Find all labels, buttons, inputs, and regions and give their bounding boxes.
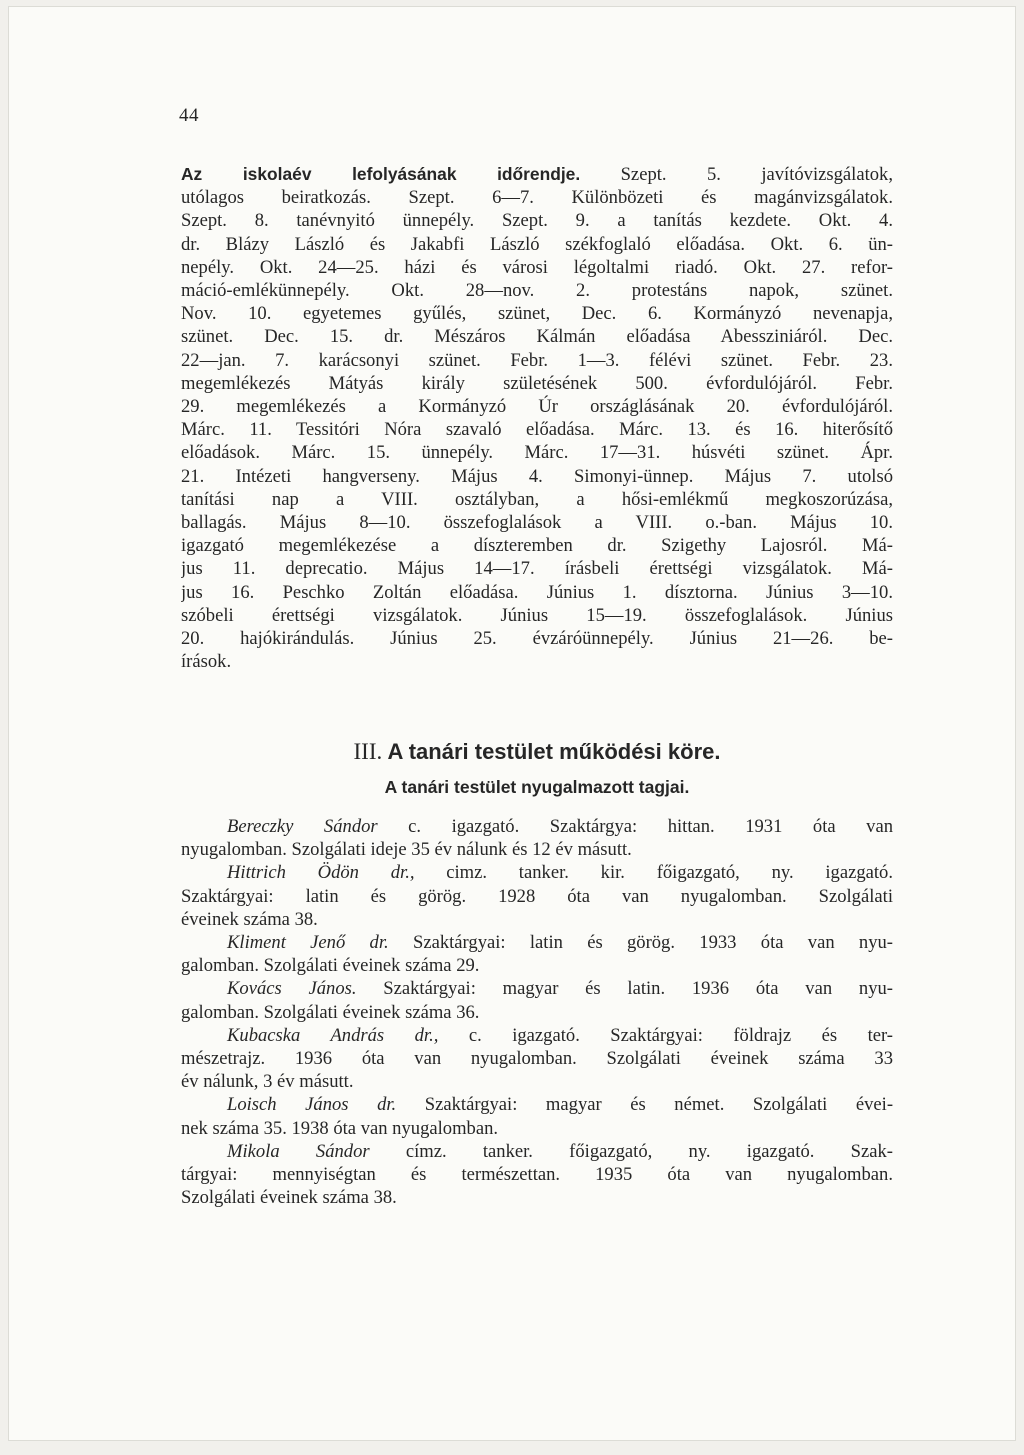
calendar-line: megemlékezés Mátyás király születésének 500. évfordulójáról. Febr. bbox=[181, 372, 893, 394]
staff-entry-line: Loisch János dr. Szaktárgyai: magyar és német. Szolgálati évei- bbox=[227, 1094, 893, 1116]
document-page bbox=[8, 6, 1016, 1441]
staff-entry-line: nyugalomban. Szolgálati ideje 35 év nálunk és 12 év másutt. bbox=[181, 839, 632, 861]
calendar-line: ballagás. Május 8—10. összefoglalások a VIII. o.-ban. Május 10. bbox=[181, 512, 893, 534]
school-year-calendar bbox=[181, 163, 893, 673]
staff-entry-line: Szolgálati éveinek száma 38. bbox=[181, 1187, 397, 1209]
staff-entry-line: Mikola Sándor címz. tanker. főigazgató, ny. igazgató. Szak- bbox=[227, 1140, 893, 1162]
staff-entry-line: tárgyai: mennyiségtan és természettan. 1935 óta van nyugalomban. bbox=[181, 1164, 893, 1186]
calendar-line: Szept. 8. tanévnyitó ünnepély. Szept. 9. a tanítás kezdete. Okt. 4. bbox=[181, 210, 893, 232]
calendar-line: máció-emlékünnepély. Okt. 28—nov. 2. protestáns napok, szünet. bbox=[181, 280, 893, 302]
calendar-line: írások. bbox=[181, 651, 232, 673]
staff-entry-line: galomban. Szolgálati éveinek száma 36. bbox=[181, 1001, 480, 1023]
staff-name: Kliment Jenő dr. bbox=[227, 932, 389, 954]
calendar-line: tanítási nap a VIII. osztályban, a hősi-emlékmű megkoszorúzása, bbox=[181, 488, 893, 510]
staff-entry-line: Kovács János. Szaktárgyai: magyar és latin. 1936 óta van nyu- bbox=[227, 978, 893, 1000]
calendar-line: utólagos beiratkozás. Szept. 6—7. Különbözeti és magánvizsgálatok. bbox=[181, 187, 893, 209]
calendar-heading: Az iskolaév lefolyásának időrendje. bbox=[181, 164, 581, 184]
calendar-line: Az iskolaév lefolyásának időrendje. Szept. 5. javítóvizsgálatok, bbox=[181, 164, 893, 185]
calendar-line: szóbeli érettségi vizsgálatok. Június 15—19. összefoglalások. Június bbox=[181, 604, 893, 626]
calendar-line: előadások. Márc. 15. ünnepély. Márc. 17—31. húsvéti szünet. Ápr. bbox=[181, 442, 893, 464]
staff-name: Bereczky Sándor bbox=[227, 816, 378, 837]
calendar-line: jus 16. Peschko Zoltán előadása. Június 1. dísztorna. Június 3—10. bbox=[181, 581, 893, 603]
staff-entry-line: éveinek száma 38. bbox=[181, 908, 318, 930]
section-number: III. bbox=[353, 739, 383, 764]
staff-name: Kubacska András dr., bbox=[227, 1024, 439, 1046]
section-heading bbox=[181, 739, 893, 765]
calendar-line: igazgató megemlékezése a díszteremben dr. Szigethy Lajosról. Má- bbox=[181, 535, 893, 557]
calendar-line: 20. hajókirándulás. Június 25. évzáróünnepély. Június 21—26. be- bbox=[181, 628, 893, 650]
staff-name: Kovács János. bbox=[227, 978, 357, 1000]
section-subtitle: A tanári testület nyugalmazott tagjai. bbox=[384, 777, 690, 797]
staff-entry-line: Hittrich Ödön dr., cimz. tanker. kir. főigazgató, ny. igazgató. bbox=[227, 862, 893, 884]
page-number: 44 bbox=[179, 105, 199, 126]
staff-entry-line: Kliment Jenő dr. Szaktárgyai: latin és görög. 1933 óta van nyu- bbox=[227, 932, 893, 954]
calendar-line: 29. megemlékezés a Kormányzó Úr országlásának 20. évfordulójáról. bbox=[181, 396, 893, 418]
calendar-line: nepély. Okt. 24—25. házi és városi légoltalmi riadó. Okt. 27. refor- bbox=[181, 256, 893, 278]
staff-entry-line: mészetrajz. 1936 óta van nyugalomban. Szolgálati éveinek száma 33 bbox=[181, 1048, 893, 1070]
staff-name: Hittrich Ödön dr., bbox=[227, 862, 415, 884]
calendar-line: 21. Intézeti hangverseny. Május 4. Simonyi-ünnep. Május 7. utolsó bbox=[181, 465, 893, 487]
retired-staff-list bbox=[181, 815, 893, 1209]
staff-entry-line: galomban. Szolgálati éveinek száma 29. bbox=[181, 955, 480, 977]
section-title: A tanári testület működési köre. bbox=[387, 739, 721, 764]
staff-name: Mikola Sándor bbox=[227, 1140, 370, 1162]
staff-entry-line: nek száma 35. 1938 óta van nyugalomban. bbox=[181, 1117, 499, 1139]
calendar-line: dr. Blázy László és Jakabfi László székfoglaló előadása. Okt. 6. ün- bbox=[181, 233, 893, 255]
staff-entry-line: év nálunk, 3 év másutt. bbox=[181, 1071, 354, 1093]
calendar-line: Nov. 10. egyetemes gyűlés, szünet, Dec. 6. Kormányzó nevenapja, bbox=[181, 303, 893, 325]
staff-entry-line: Bereczky Sándor c. igazgató. Szaktárgya: hittan. 1931 óta van bbox=[227, 816, 893, 837]
staff-entry-line: Kubacska András dr., c. igazgató. Szaktárgyai: földrajz és ter- bbox=[227, 1024, 893, 1046]
staff-name: Loisch János dr. bbox=[227, 1094, 397, 1116]
calendar-line: Márc. 11. Tessitóri Nóra szavaló előadása. Márc. 13. és 16. hiterősítő bbox=[181, 419, 893, 441]
calendar-line: 22—jan. 7. karácsonyi szünet. Febr. 1—3. félévi szünet. Febr. 23. bbox=[181, 349, 893, 371]
calendar-line: jus 11. deprecatio. Május 14—17. írásbeli érettségi vizsgálatok. Má- bbox=[181, 558, 893, 580]
staff-entry-line: Szaktárgyai: latin és görög. 1928 óta van nyugalomban. Szolgálati bbox=[181, 885, 893, 907]
calendar-line: szünet. Dec. 15. dr. Mészáros Kálmán előadása Abessziniáról. Dec. bbox=[181, 326, 893, 348]
